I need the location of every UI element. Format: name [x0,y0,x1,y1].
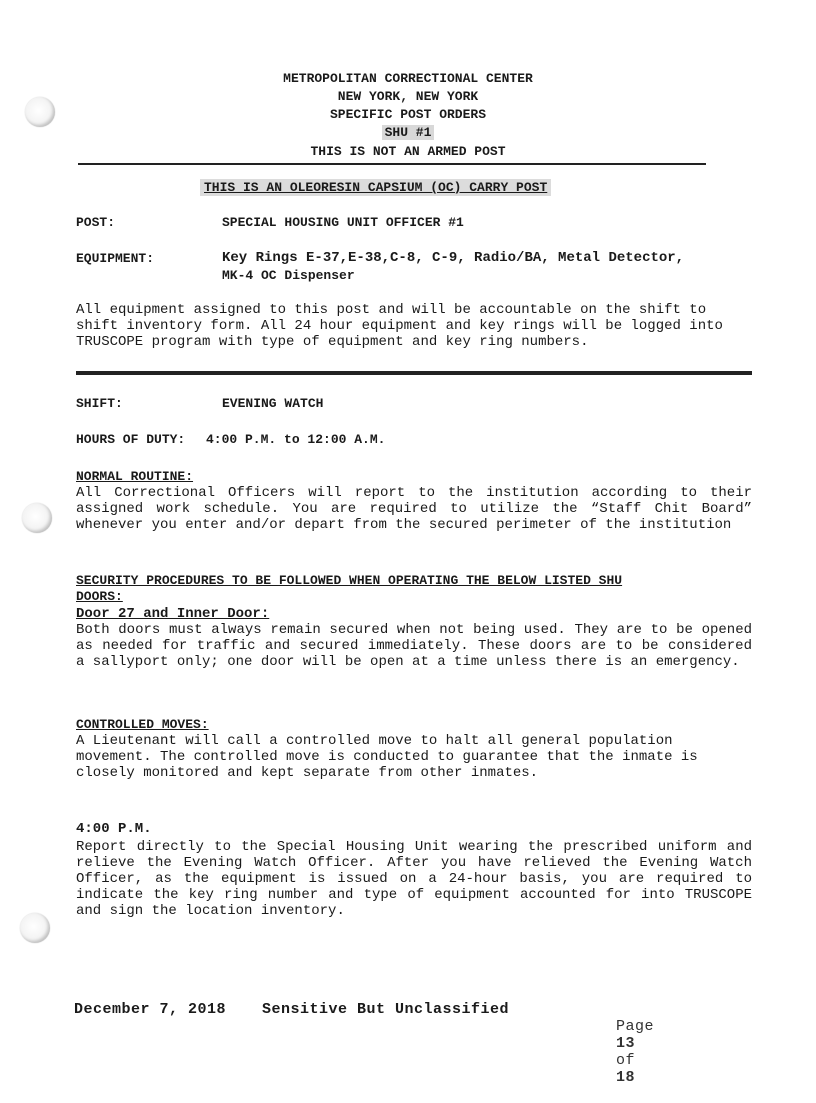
header-line-shu [0,124,816,142]
footer-page-of: of [616,1052,636,1069]
equipment-value-line1: Key Rings E-37,E-38,C-8, C-9, Radio/BA, Metal Detector, [222,250,685,266]
hours-label: HOURS OF DUTY: [76,432,186,447]
footer-page-total: 18 [616,1069,636,1086]
header-line-city: NEW YORK, NEW YORK [337,89,479,104]
controlled-moves-text: A Lieutenant will call a controlled move to halt all general population movement. The controlled move is conducted to guarantee that the inmate is closely monitored and kept separate from other inmates. [76,733,698,781]
header-line-not-armed: THIS IS NOT AN ARMED POST [310,144,506,159]
post-label: POST: [76,215,116,230]
header-line-post-orders: SPECIFIC POST ORDERS [329,107,487,122]
normal-routine-text: All Correctional Officers will report to the institution according to their assigned work schedule. You are required to utilize the “Staff Chit Board” whenever you enter and/or depart from the secured perimeter of the institution [76,485,752,533]
binder-hole-middle [22,503,52,533]
equipment-note: All equipment assigned to this post and will be accountable on the shift to shift inventory form. All 24 hour equipment and key rings will be logged into TRUSCOPE program with type of equipment and key ring numbers. [76,302,723,350]
security-text: Both doors must always remain secured when not being used. They are to be opened as needed for traffic and secured immediately. These doors are to be considered a sallyport only; one door will be open at a time unless there is an emergency. [76,622,752,670]
normal-routine-heading: NORMAL ROUTINE: [76,469,194,484]
shift-value: EVENING WATCH [222,396,324,411]
hours-value: 4:00 P.M. to 12:00 A.M. [206,432,386,447]
footer-classification: Sensitive But Unclassified [262,1001,510,1018]
footer-page-current: 13 [616,1035,636,1052]
header-divider [78,163,706,165]
section-divider-thick [76,371,752,375]
footer-date: December 7, 2018 [74,1001,227,1018]
footer-page-number [578,1001,654,1103]
security-heading-line2: DOORS: [76,589,123,604]
footer-page-prefix: Page [616,1018,655,1035]
oc-carry-notice: THIS IS AN OLEORESIN CAPSIUM (OC) CARRY POST [200,179,551,196]
shift-label: SHIFT: [76,396,123,411]
post-value: SPECIAL HOUSING UNIT OFFICER #1 [222,215,464,230]
shu-label-highlight: SHU #1 [382,125,435,140]
controlled-moves-heading: CONTROLLED MOVES: [76,717,209,732]
security-heading-line1: SECURITY PROCEDURES TO BE FOLLOWED WHEN OPERATING THE BELOW LISTED SHU [76,573,623,588]
equipment-label: EQUIPMENT: [76,251,155,266]
equipment-value-line2: MK-4 OC Dispenser [222,268,355,283]
four-pm-text: Report directly to the Special Housing Unit wearing the prescribed uniform and relieve the Evening Watch Officer. After you have relieved the Evening Watch Officer, as the equipment is issued on a 24-hour basis, you are required to indicate the key ring number and type of equipment accounted for into TRUSCOPE and sign the location inventory. [76,839,752,919]
four-pm-heading: 4:00 P.M. [76,821,152,837]
door-27-subheading: Door 27 and Inner Door: [76,606,270,622]
header-line-institution: METROPOLITAN CORRECTIONAL CENTER [283,71,533,86]
binder-hole-bottom [20,913,50,943]
